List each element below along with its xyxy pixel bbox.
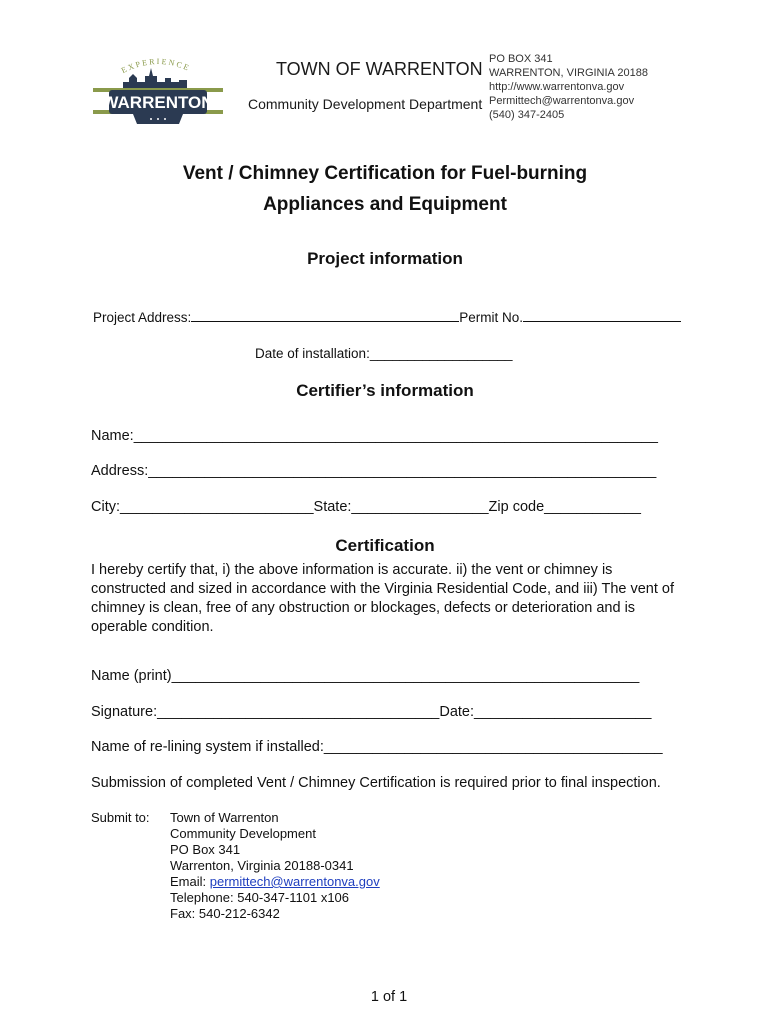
certification-heading: Certification (335, 536, 435, 555)
signature-date-row (91, 704, 651, 720)
certifier-city-field[interactable]: City:________________________ (91, 499, 314, 515)
contact-website[interactable]: http://www.warrentonva.gov (489, 81, 625, 93)
submit-to-email-row (170, 874, 380, 889)
document-title-line1: Vent / Chimney Certification for Fuel-burning (182, 163, 588, 184)
warrenton-logo (93, 52, 223, 128)
project-address-label: Project Address: (93, 310, 192, 325)
name-print-field[interactable]: Name (print)__________________________________________________________ (91, 668, 640, 684)
page-indicator: 1 of 1 (370, 989, 408, 1005)
document-title-line2: Appliances and Equipment (263, 194, 507, 215)
project-address-field[interactable] (191, 307, 459, 322)
svg-text:EXPERIENCE: EXPERIENCE (119, 56, 192, 76)
project-address-row (93, 307, 681, 325)
date-field[interactable]: Date:______________________ (439, 704, 652, 720)
department-name: Community Development Department (248, 96, 483, 112)
contact-po-box: PO BOX 341 (489, 53, 553, 65)
submit-to-line3: PO Box 341 (170, 842, 241, 857)
submit-to-fax: Fax: 540-212-6342 (170, 906, 280, 921)
certifier-address-field[interactable]: Address:_______________________________________________________________ (91, 463, 657, 479)
certifier-state-field[interactable]: State:_________________ (313, 499, 489, 515)
relining-system-field[interactable]: Name of re-lining system if installed:__________________________________________ (91, 739, 663, 755)
email-link[interactable]: permittech@warrentonva.gov (209, 874, 380, 889)
submit-to-telephone: Telephone: 540-347-1101 x106 (170, 890, 350, 905)
certifier-info-heading: Certifier’s information (296, 381, 474, 400)
permit-number-label: Permit No. (459, 310, 524, 325)
email-label: Email: (170, 874, 210, 889)
submission-note: Submission of completed Vent / Chimney Certification is required prior to final inspection. (91, 775, 661, 791)
signature-field[interactable]: Signature:___________________________________ (91, 704, 440, 720)
project-info-heading: Project information (307, 249, 463, 268)
contact-city-state: WARRENTON, VIRGINIA 20188 (489, 67, 648, 79)
install-date-field[interactable]: Date of installation:___________________ (255, 346, 513, 361)
submit-to-line1: Town of Warrenton (170, 810, 279, 825)
submit-to-line4: Warrenton, Virginia 20188-0341 (170, 858, 354, 873)
certifier-zip-field[interactable]: Zip code____________ (488, 499, 641, 515)
permit-number-field[interactable] (523, 307, 681, 322)
certifier-name-field[interactable]: Name:_________________________________________________________________ (91, 428, 658, 444)
contact-phone: (540) 347-2405 (489, 109, 565, 121)
certification-statement: I hereby certify that, i) the above information is accurate. ii) the vent or chimney is constructed and sized in accordance with the Virginia Residential Code, and iii) The vent of chimney is clean, free of any obstruction or blockages, defects or deterioration and is operable condition. (91, 562, 675, 635)
submit-to-label: Submit to: (91, 810, 150, 825)
town-name: TOWN OF WARRENTON (276, 59, 483, 79)
submit-to-line2: Community Development (170, 826, 316, 841)
contact-email[interactable]: Permittech@warrentonva.gov (489, 95, 635, 107)
certifier-city-state-zip-row (91, 499, 641, 515)
svg-text:WARRENTON: WARRENTON (102, 93, 214, 112)
